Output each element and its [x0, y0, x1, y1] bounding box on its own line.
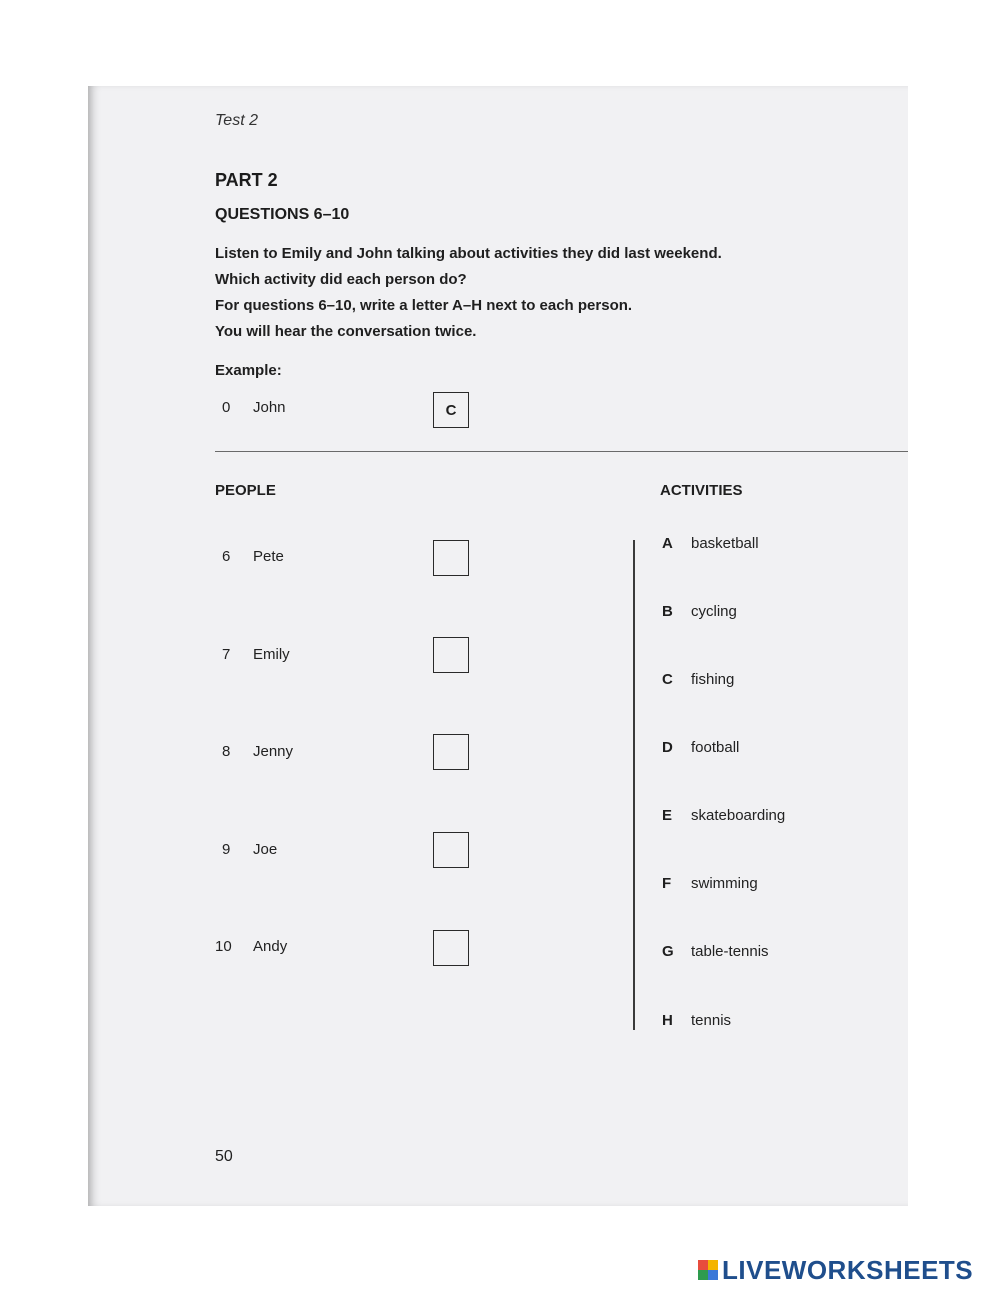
test-label: Test 2: [215, 112, 258, 129]
activity-label: table-tennis: [691, 943, 769, 960]
activity-letter: E: [662, 807, 673, 824]
person-number: 10: [215, 938, 232, 955]
page-number: 50: [215, 1148, 233, 1165]
answer-box-10[interactable]: [433, 930, 469, 966]
activities-heading: ACTIVITIES: [660, 482, 743, 499]
example-number: 0: [222, 399, 231, 416]
divider: [215, 451, 908, 452]
example-answer-box: C: [433, 392, 469, 428]
person-number: 7: [222, 646, 231, 663]
person-number: 9: [222, 841, 231, 858]
example-label: Example:: [215, 362, 282, 379]
answer-box-8[interactable]: [433, 734, 469, 770]
instruction-line: Which activity did each person do?: [215, 271, 467, 288]
activity-letter: H: [662, 1012, 673, 1029]
person-name: Joe: [253, 841, 278, 858]
activity-label: swimming: [691, 875, 758, 892]
activity-label: tennis: [691, 1012, 732, 1029]
activity-letter: A: [662, 535, 673, 552]
activity-label: football: [691, 739, 740, 756]
activity-label: fishing: [691, 671, 735, 688]
part-title: PART 2: [215, 170, 278, 190]
activity-label: basketball: [691, 535, 759, 552]
column-separator: [633, 540, 635, 1030]
brand-blocks-icon: [698, 1260, 718, 1280]
instruction-line: Listen to Emily and John talking about activities they did last weekend.: [215, 245, 722, 262]
answer-box-7[interactable]: [433, 637, 469, 673]
instruction-line: You will hear the conversation twice.: [215, 323, 477, 340]
example-name: John: [253, 399, 286, 416]
activity-letter: C: [662, 671, 673, 688]
activity-label: skateboarding: [691, 807, 786, 824]
answer-box-6[interactable]: [433, 540, 469, 576]
person-name: Jenny: [253, 743, 294, 760]
person-name: Pete: [253, 548, 284, 565]
person-number: 8: [222, 743, 231, 760]
people-heading: PEOPLE: [215, 482, 276, 499]
person-number: 6: [222, 548, 231, 565]
activity-letter: D: [662, 739, 673, 756]
brand-name: LIVEWORKSHEETS: [722, 1254, 974, 1285]
activity-letter: G: [662, 943, 674, 960]
activity-letter: B: [662, 603, 673, 620]
person-name: Andy: [253, 938, 288, 955]
activity-letter: F: [662, 875, 672, 892]
liveworksheets-logo: [698, 1256, 973, 1284]
questions-heading: QUESTIONS 6–10: [215, 206, 350, 223]
instruction-line: For questions 6–10, write a letter A–H next to each person.: [215, 297, 633, 314]
person-name: Emily: [253, 646, 290, 663]
answer-box-9[interactable]: [433, 832, 469, 868]
activity-label: cycling: [691, 603, 737, 620]
